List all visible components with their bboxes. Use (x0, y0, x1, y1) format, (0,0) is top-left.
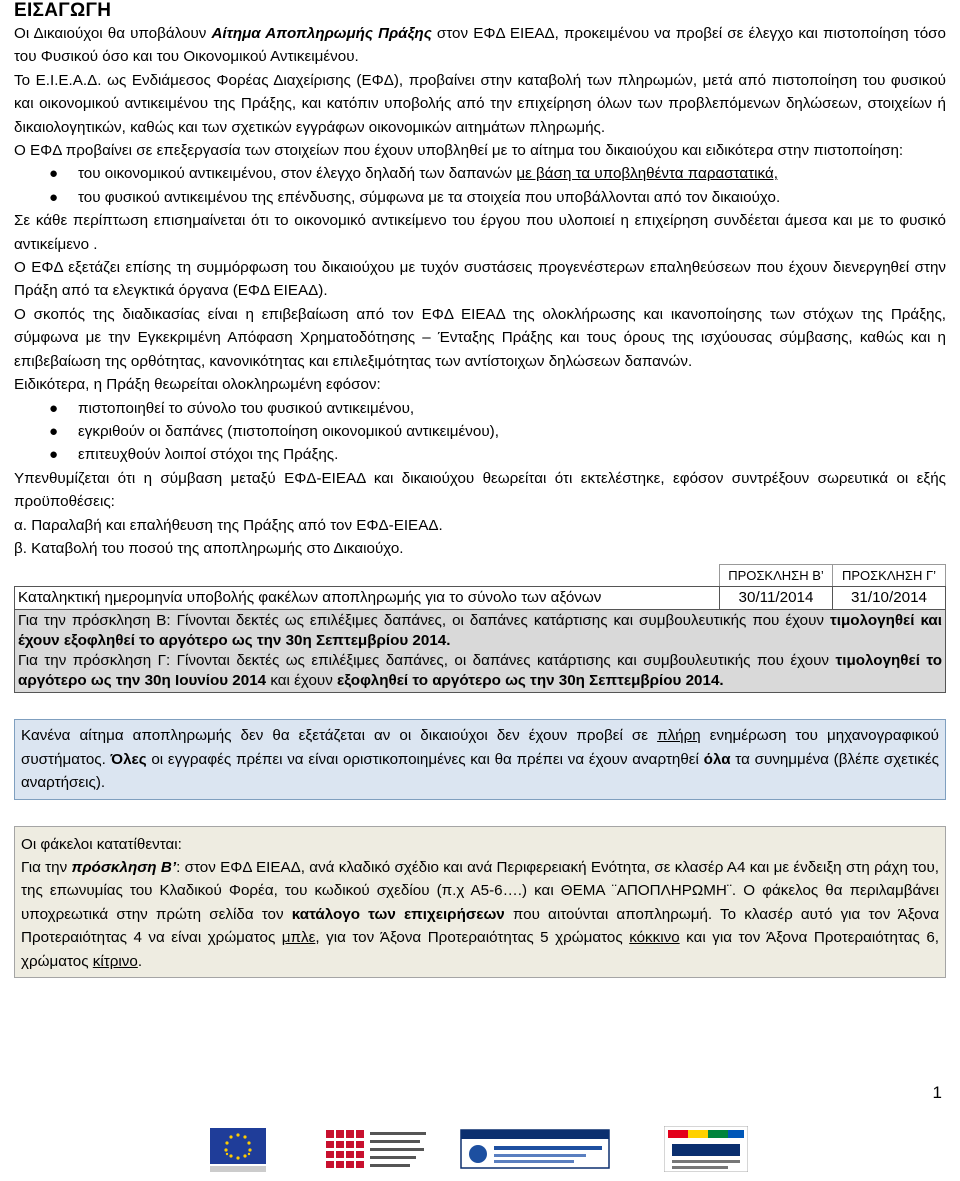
bullet-icon: ● (49, 422, 59, 440)
text: του φυσικού αντικειμένου της επένδυσης, σύμφωνα με τα στοιχεία που υποβάλλονται από τον δικαιούχο. (78, 188, 781, 206)
page-number: 1 (932, 1083, 942, 1102)
certification-list (14, 162, 946, 209)
completion-criteria-list (14, 397, 946, 467)
submission-text (21, 856, 939, 973)
header-invitation-c: ΠΡΟΣΚΛΗΣΗ Γ’ (833, 564, 946, 586)
note-invitation-b (18, 611, 942, 651)
text: . (137, 952, 143, 970)
text: Για την (21, 858, 72, 876)
paragraph-financial-physical: Σε κάθε περίπτωση επισημαίνεται ότι το οικονομικό αντικείμενο του έργου που υλοποιεί η επιχείρηση συνδέεται άμεσα και με το φυσικό αντικείμενο . (14, 212, 946, 253)
paragraph-condition-a: α. Παραλαβή και επαλήθευση της Πράξης από τον ΕΦΔ-ΕΙΕΑΔ. (14, 516, 443, 534)
text: ως Ενδιάμεσος Φορέας Διαχείρισης (ΕΦΔ), προβαίνει στην καταβολή των πληρωμών, μετά από πιστοποίηση του φυσικού και οικονομικού αντικειμένου της Πράξης, και κατόπιν υποβολής από την επιχείρηση όλων των προβλεπόμενων δηλώσεων, στοιχείων ή δικαιολογητικών, καθώς και των σχετικών εγγράφων οικονομικών αιτημάτων πληρωμής. (14, 71, 946, 136)
text: Οι Δικαιούχοι θα υποβάλουν (14, 25, 212, 42)
list-item (14, 186, 946, 209)
bold-text: εξοφληθεί το αργότερο ως την 30η Σεπτεμβρίου 2014. (337, 672, 724, 690)
bold-text: τιμολογηθεί το αργότερο ως την 30η Ιουνίου 2014 (18, 652, 943, 690)
ekepis-logo (322, 1124, 432, 1174)
payment-request-term: Αίτημα Αποπληρωμής Πράξης (211, 25, 432, 42)
eligibility-notes (15, 610, 946, 693)
bullet-icon: ● (49, 165, 59, 183)
paragraph-completion: Ειδικότερα, η Πράξη θεωρείται ολοκληρωμένη εφόσον: (14, 376, 381, 394)
paragraph-contract: Υπενθυμίζεται ότι η σύμβαση μεταξύ ΕΦΔ-ΕΙΕΑΔ και δικαιούχου θεωρείται ότι εκτελέστηκε, εφόσον συντρέξουν σωρευτικά οι εξής προϋποθέσεις: (14, 469, 946, 511)
paragraph-intro (14, 22, 946, 69)
table-row (15, 587, 946, 610)
text: του οικονομικού αντικειμένου, στον έλεγχο δηλαδή των δαπανών (78, 165, 517, 183)
text: και έχουν (266, 672, 338, 690)
paragraph-purpose: Ο σκοπός της διαδικασίας είναι η επιβεβαίωση από τον ΕΦΔ ΕΙΕΑΔ της ολοκλήρωσης και ικανοποίησης των στόχων της Πράξης, σύμφωνα με την Εγκεκριμένη Απόφαση Χρηματοδότησης – Ένταξης Πράξης και τους όρους της ισχύουσας σύμβασης, καθώς και η επιβεβαίωση της ορθότητας, κανονικότητας και επιλεξιμότητας των αντίστοιχων δηλώσεων δαπανών. (14, 305, 946, 370)
document-body (14, 0, 946, 978)
deadline-table-header (14, 564, 946, 586)
underlined-text: με βάση τα υποβληθέντα παραστατικά, (516, 165, 778, 183)
eu-flag-logo (208, 1126, 268, 1174)
footer-logos (0, 1120, 960, 1176)
table-row (15, 610, 946, 693)
deadline-table (14, 586, 946, 693)
underlined-text: πλήρη (657, 727, 701, 745)
text: οι εγγραφές πρέπει να είναι οριστικοποιημένες και θα πρέπει να έχουν αναρτηθεί (146, 750, 704, 768)
text: πιστοποιηθεί το σύνολο του φυσικού αντικειμένου, (78, 399, 415, 417)
eiead-abbreviation: Το Ε.Ι.Ε.Α.Δ. (14, 71, 102, 89)
deadline-table-wrapper (14, 564, 946, 693)
list-item (14, 162, 946, 185)
paragraph-eiead (14, 69, 946, 139)
ministry-of-labour-logo (460, 1128, 610, 1170)
underlined-text: κίτρινο (92, 952, 138, 970)
list-item (14, 397, 946, 420)
text: Για την πρόσκληση Β: Γίνονται δεκτές ως επιλέξιμες δαπάνες, οι δαπάνες κατάρτισης και συμβουλευτικής που έχουν (18, 612, 831, 630)
submission-instructions-box (14, 826, 946, 978)
text: Για την πρόσκληση Γ: Γίνονται δεκτές ως επιλέξιμες δαπάνες, οι δαπάνες κατάρτισης και συμβουλευτικής που έχουν (18, 652, 836, 670)
paragraph-condition-b: β. Καταβολή του ποσού της αποπληρωμής στο Δικαιούχο. (14, 539, 404, 557)
text: που αιτούνται αποπληρωμή. Το κλασέρ αυτό για τον Άξονα Προτεραιότητας 4 να είναι χρώματος (21, 905, 939, 947)
text: επιτευχθούν λοιποί στόχοι της Πράξης. (78, 446, 339, 464)
bold-text: κατάλογο των επιχειρήσεων (291, 905, 505, 923)
list-item (14, 443, 946, 466)
text: και για τον Άξονα Προτεραιότητας 6, χρώματος (21, 929, 939, 970)
text: τα συνημμένα (βλέπε σχετικές αναρτήσεις). (21, 750, 940, 792)
deadline-date-b: 30/11/2014 (720, 587, 833, 610)
paragraph-compliance: Ο ΕΦΔ εξετάζει επίσης τη συμμόρφωση του δικαιούχου με τυχόν συστάσεις προγενέστερων επαληθεύσεων που έχουν διενεργηθεί στην Πράξη από τα ελεγκτικά όργανα (ΕΦΔ ΕΙΕΑΔ). (14, 259, 946, 300)
text: στον ΕΦΔ ΕΙΕΑΔ, προκειμένου να προβεί σε έλεγχο και πιστοποίηση τόσο του Φυσικού όσο και του Οικονομικού Αντικειμένου. (14, 25, 946, 66)
deadline-date-c: 31/10/2014 (833, 587, 946, 610)
bullet-icon: ● (49, 188, 59, 206)
bold-text: όλα (703, 750, 731, 768)
underlined-text: κόκκινο (629, 929, 680, 947)
deadline-label: Καταληκτική ημερομηνία υποβολής φακέλων αποπληρωμής για το σύνολο των αξόνων (15, 587, 720, 610)
bullet-icon: ● (49, 399, 59, 417)
list-item (14, 420, 946, 443)
submission-lead: Οι φάκελοι κατατίθενται: (21, 835, 182, 853)
text: , για τον Άξονα Προτεραιότητας 5 χρώματος (315, 929, 630, 947)
espa-2007-2013-logo (664, 1126, 748, 1172)
underlined-text: μπλε (281, 929, 316, 947)
bold-text: πρόσκληση Β’ (71, 858, 177, 876)
text: εγκριθούν οι δαπάνες (πιστοποίηση οικονομικού αντικειμένου), (78, 422, 499, 440)
text: Κανένα αίτημα αποπληρωμής δεν θα εξετάζεται αν οι δικαιούχοι δεν έχουν προβεί σε (21, 727, 658, 745)
bold-text: Όλες (110, 750, 147, 768)
text: ενημέρωση του μηχανογραφικού συστήματος. (21, 727, 939, 768)
text: : στον ΕΦΔ ΕΙΕΑΔ, ανά κλαδικό σχέδιο και ανά Περιφερειακή Ενότητα, σε κλασέρ Α4 και με ένδειξη στη ράχη του, της επωνυμίας του Κλαδικού Φορέα, του κωδικού σχεδίου (π.χ Α5-6….) και ΘΕΜΑ ¨ΑΠΟΠΛΗΡΩΜΗ¨. Ο φάκελος θα περιλαμβάνει υποχρεωτικά στην πρώτη σελίδα τον (21, 858, 939, 923)
system-update-notice (14, 719, 946, 799)
section-title: ΕΙΣΑΓΩΓΗ (14, 0, 112, 21)
header-invitation-b: ΠΡΟΣΚΛΗΣΗ Β’ (719, 564, 833, 586)
bold-text: τιμολογηθεί και έχουν εξοφληθεί το αργότερο ως την 30η Σεπτεμβρίου 2014. (18, 612, 942, 650)
bullet-icon: ● (49, 446, 59, 464)
paragraph-processing: Ο ΕΦΔ προβαίνει σε επεξεργασία των στοιχείων που έχουν υποβληθεί με το αίτημα του δικαιούχου και ειδικότερα στην πιστοποίηση: (14, 142, 904, 160)
note-invitation-c (18, 651, 942, 691)
